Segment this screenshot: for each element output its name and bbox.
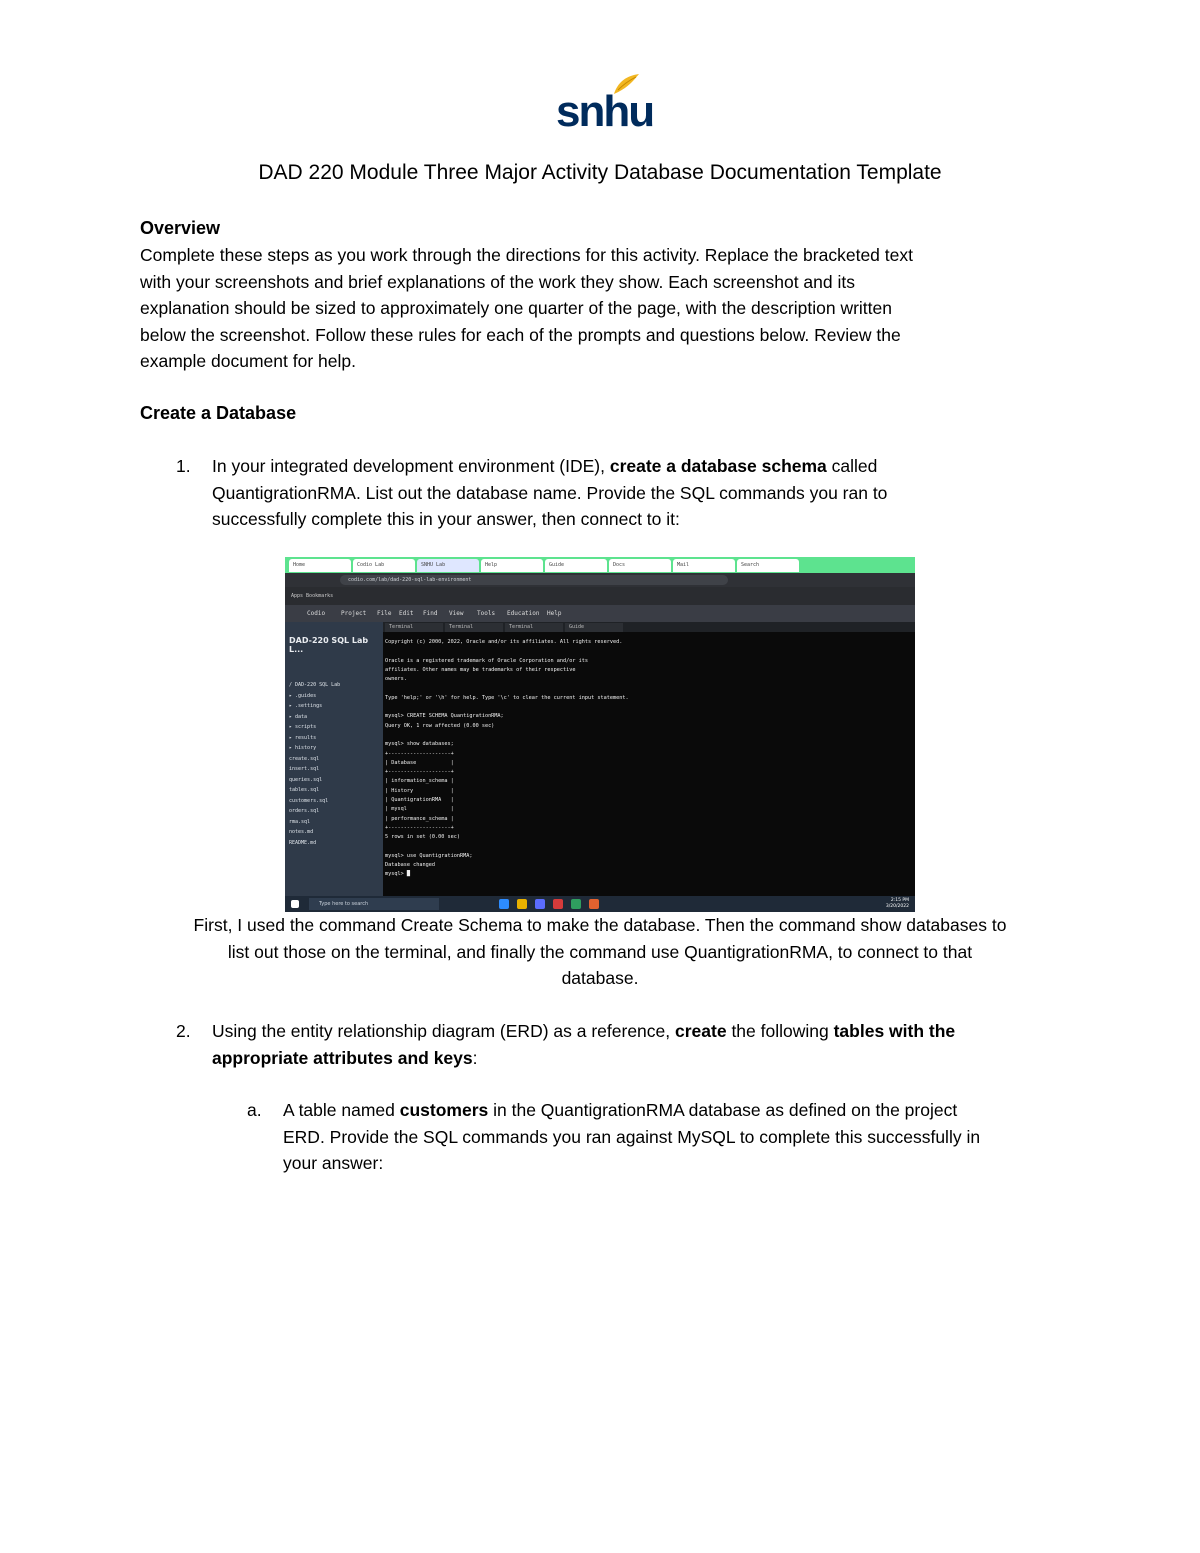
file-tree-item: queries.sql — [289, 776, 323, 783]
file-tree-item: orders.sql — [289, 808, 320, 814]
terminal-line: | QuantigrationRMA | — [385, 797, 454, 804]
logo-text: snhu — [556, 87, 654, 136]
caption-line: First, I used the command Create Schema to make the database. Then the command show databases to — [193, 915, 1007, 935]
terminal-tab: Terminal — [445, 623, 503, 632]
terminal-line — [385, 703, 629, 712]
terminal-line: Oracle is a registered trademark of Oracle Corporation and/or its — [385, 657, 589, 664]
menu-item: Edit — [399, 610, 414, 617]
terminal-line: | History | — [385, 787, 454, 794]
menu-item: Education — [507, 610, 540, 617]
terminal-output — [385, 638, 629, 880]
item2-line1 — [212, 1018, 1072, 1045]
browser-tab: Guide — [545, 559, 607, 572]
bookmarks-bar: Apps Bookmarks — [285, 587, 915, 605]
project-title: DAD-220 SQL Lab L... — [289, 636, 369, 654]
file-tree-item: rma.sql — [289, 818, 311, 825]
menu-item: Codio — [307, 610, 326, 617]
terminal-line: affiliates. Other names may be trademarks of their respective — [385, 666, 576, 673]
file-tree-item: insert.sql — [289, 766, 320, 772]
overview-heading: Overview — [140, 218, 221, 238]
terminal-line — [385, 647, 629, 656]
text-span: called — [826, 456, 878, 476]
document-title: DAD 220 Module Three Major Activity Database Documentation Template — [258, 161, 942, 184]
store-icon — [535, 899, 545, 909]
browser-tab: Help — [481, 559, 543, 572]
folder-icon — [517, 899, 527, 909]
section-heading: Create a Database — [140, 403, 297, 423]
terminal-line — [385, 731, 629, 740]
terminal-line: | Database | — [385, 759, 454, 766]
file-tree-item: customers.sql — [289, 797, 329, 804]
edge-icon — [499, 899, 509, 909]
item2a-text — [283, 1097, 1073, 1177]
item2-line2 — [212, 1045, 1072, 1072]
overview-line: Complete these steps as you work through the directions for this activity. Replace the bracketed text — [140, 245, 913, 265]
menu-item: Find — [423, 610, 438, 617]
item2-text — [212, 1018, 1072, 1071]
clock-time: 2:15 PM — [890, 898, 909, 903]
file-tree-item: ▸ history — [289, 745, 317, 751]
terminal-line — [385, 843, 629, 852]
terminal-line: owners. — [385, 676, 407, 683]
file-tree-item: tables.sql — [289, 787, 320, 793]
browser-tab: SNHU Lab — [417, 559, 479, 572]
bold-span: create a database schema — [609, 456, 827, 476]
terminal-line: +--------------------+ — [385, 769, 454, 776]
bold-span: customers — [399, 1100, 489, 1120]
file-tree-item: / DAD-220 SQL Lab — [289, 682, 341, 688]
file-tree-item: create.sql — [289, 755, 320, 762]
text-span: the following — [726, 1021, 834, 1041]
bold-span: appropriate attributes and keys — [212, 1047, 473, 1068]
browser-tab: Docs — [609, 559, 671, 572]
terminal-line: +--------------------+ — [385, 750, 454, 757]
text-span: A table named — [283, 1100, 400, 1120]
terminal-line: Copyright (c) 2000, 2022, Oracle and/or its affiliates. All rights reserved. — [385, 639, 623, 645]
taskbar-clock — [886, 898, 909, 910]
ide-menu-bar — [285, 605, 915, 622]
menu-item: View — [449, 610, 464, 617]
item1-number: 1. — [176, 456, 191, 476]
text-span: in the QuantigrationRMA database as defined on the project — [488, 1100, 958, 1120]
taskbar-search: Type here to search — [309, 898, 439, 910]
caption-line: database. — [561, 968, 639, 988]
bold-span: create — [675, 1021, 727, 1041]
file-tree-item: notes.md — [289, 829, 314, 835]
terminal-line: | performance_schema | — [385, 815, 454, 822]
browser-tab-bar — [285, 557, 915, 573]
overview-paragraph — [140, 242, 1060, 375]
browser-tab: Mail — [673, 559, 735, 572]
terminal-tab: Guide — [565, 623, 623, 632]
text-span: Using the entity relationship diagram (ERD) as a reference, — [212, 1021, 675, 1041]
terminal-tab: Terminal — [385, 623, 443, 632]
caption-line: list out those on the terminal, and finally the command use QuantigrationRMA, to connect to that — [227, 941, 973, 962]
terminal-tab-bar — [383, 622, 915, 632]
mail-icon — [553, 899, 563, 909]
text-span: : — [472, 1047, 478, 1068]
item2a-line3: your answer: — [283, 1153, 384, 1173]
terminal-line: Database changed — [385, 862, 435, 869]
url-field: codio.com/lab/dad-220-sql-lab-environment — [340, 575, 728, 585]
terminal-line: +--------------------+ — [385, 824, 454, 831]
windows-taskbar — [285, 896, 915, 912]
overview-line: with your screenshots and brief explanations of the work they show. Each screenshot and its — [140, 271, 855, 292]
terminal-line: mysql> show databases; — [385, 741, 454, 748]
file-tree-item: ▸ .settings — [289, 703, 323, 709]
file-tree — [289, 680, 340, 848]
screenshot-caption — [140, 912, 1060, 992]
text-span: In your integrated development environment (IDE), — [212, 456, 610, 476]
item1-line1 — [212, 453, 1072, 480]
snhu-logo — [556, 72, 654, 136]
file-tree-item: ▸ .guides — [289, 692, 317, 699]
ide-file-sidebar — [285, 622, 383, 896]
item2a-line2: ERD. Provide the SQL commands you ran against MySQL to complete this successfully in — [283, 1126, 981, 1147]
overview-line: example document for help. — [140, 351, 356, 371]
item1-line2: QuantigrationRMA. List out the database name. Provide the SQL commands you ran to — [212, 482, 888, 503]
menu-item: Help — [547, 610, 562, 617]
browser-tab: Home — [289, 559, 351, 572]
item2-number: 2. — [176, 1021, 191, 1041]
terminal-line: Query OK, 1 row affected (0.00 sec) — [385, 722, 495, 729]
terminal-line: 5 rows in set (0.00 sec) — [385, 834, 460, 841]
address-bar — [285, 573, 915, 587]
item1-line3: successfully complete this in your answer, then connect to it: — [212, 509, 680, 529]
item2a-line1 — [283, 1097, 1073, 1124]
chrome-icon — [589, 899, 599, 909]
terminal-panel — [383, 622, 915, 896]
bold-span: tables with the — [833, 1021, 956, 1041]
file-tree-item: ▸ scripts — [289, 724, 317, 730]
terminal-line: | mysql | — [385, 806, 454, 813]
terminal-tab: Terminal — [505, 623, 563, 632]
terminal-line: Type 'help;' or '\h' for help. Type '\c' to clear the current input statement. — [385, 694, 629, 701]
item2a-label: a. — [247, 1100, 262, 1120]
file-tree-item: ▸ data — [289, 713, 308, 720]
overview-line: below the screenshot. Follow these rules for each of the prompts and questions below. Review the — [140, 324, 901, 345]
item1-text — [212, 453, 1072, 533]
menu-item: File — [377, 610, 392, 617]
menu-item: Project — [341, 610, 367, 617]
menu-item: Tools — [477, 610, 496, 617]
terminal-line: mysql> CREATE SCHEMA QuantigrationRMA; — [385, 713, 504, 720]
embedded-screenshot — [285, 557, 915, 912]
file-tree-item: ▸ results — [289, 734, 317, 741]
terminal-line: mysql> use QuantigrationRMA; — [385, 852, 473, 859]
terminal-line — [385, 684, 629, 693]
overview-line: explanation should be sized to approximately one quarter of the page, with the description written — [140, 298, 892, 318]
file-tree-item: README.md — [289, 839, 317, 846]
browser-tab: Codio Lab — [353, 559, 415, 572]
browser-tab: Search — [737, 559, 799, 572]
clock-date: 3/20/2022 — [885, 904, 909, 909]
terminal-line: | information_schema | — [385, 778, 454, 785]
start-icon — [291, 900, 299, 908]
app-icon — [571, 899, 581, 909]
terminal-line: mysql> █ — [385, 871, 410, 878]
